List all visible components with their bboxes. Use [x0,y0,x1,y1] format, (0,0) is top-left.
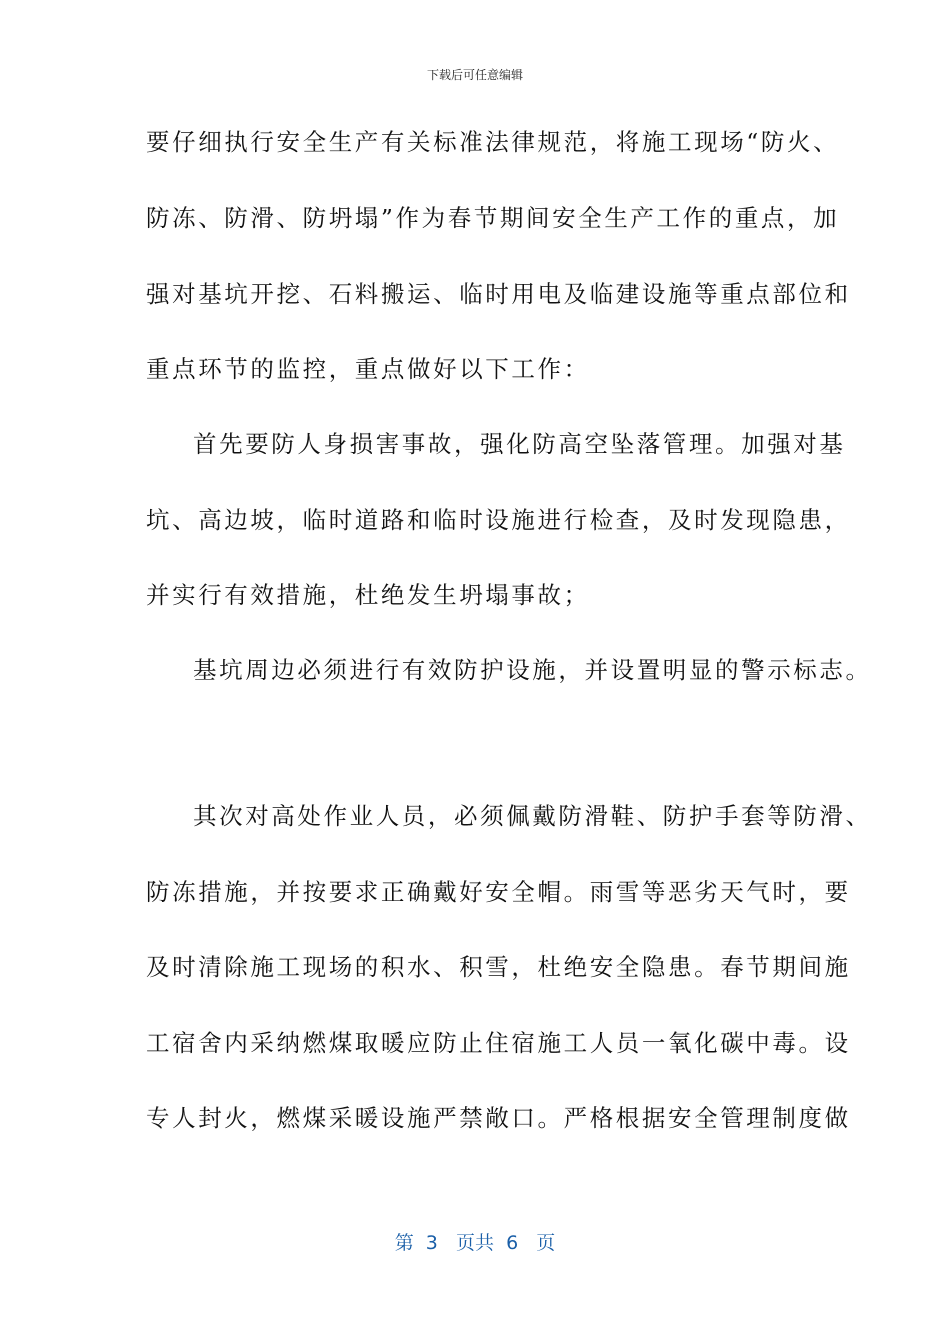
header-note: 下载后可任意编辑 [426,68,523,82]
paragraph-line: 其次对高处作业人员，必须佩戴防滑鞋、防护手套等防滑、 [193,802,872,830]
paragraph-line: 坑、高边坡，临时道路和临时设施进行检查，及时发现隐患， [146,506,851,534]
paragraph-line: 基坑周边必须进行有效防护设施，并设置明显的警示标志。 [193,656,872,684]
paragraph-line: 及时清除施工现场的积水、积雪，杜绝安全隐患。春节期间施 [146,953,851,981]
paragraph-line: 专人封火，燃煤采暖设施严禁敞口。严格根据安全管理制度做 [146,1104,851,1132]
paragraph-line: 首先要防人身损害事故，强化防高空坠落管理。加强对基 [193,430,846,458]
paragraph-line: 重点环节的监控，重点做好以下工作： [146,355,590,383]
paragraph-line: 工宿舍内采纳燃煤取暖应防止住宿施工人员一氧化碳中毒。设 [146,1029,851,1057]
paragraph-line: 要仔细执行安全生产有关标准法律规范，将施工现场“防火、 [146,128,840,156]
paragraph-line: 并实行有效措施，杜绝发生坍塌事故； [146,581,590,609]
page-number-footer: 第 3 页共 6 页 [394,1232,556,1254]
paragraph-line: 防冻、防滑、防坍塌”作为春节期间安全生产工作的重点，加 [146,204,840,232]
paragraph-line: 防冻措施，并按要求正确戴好安全帽。雨雪等恶劣天气时，要 [146,878,851,906]
paragraph-line: 强对基坑开挖、石料搬运、临时用电及临建设施等重点部位和 [146,280,851,308]
